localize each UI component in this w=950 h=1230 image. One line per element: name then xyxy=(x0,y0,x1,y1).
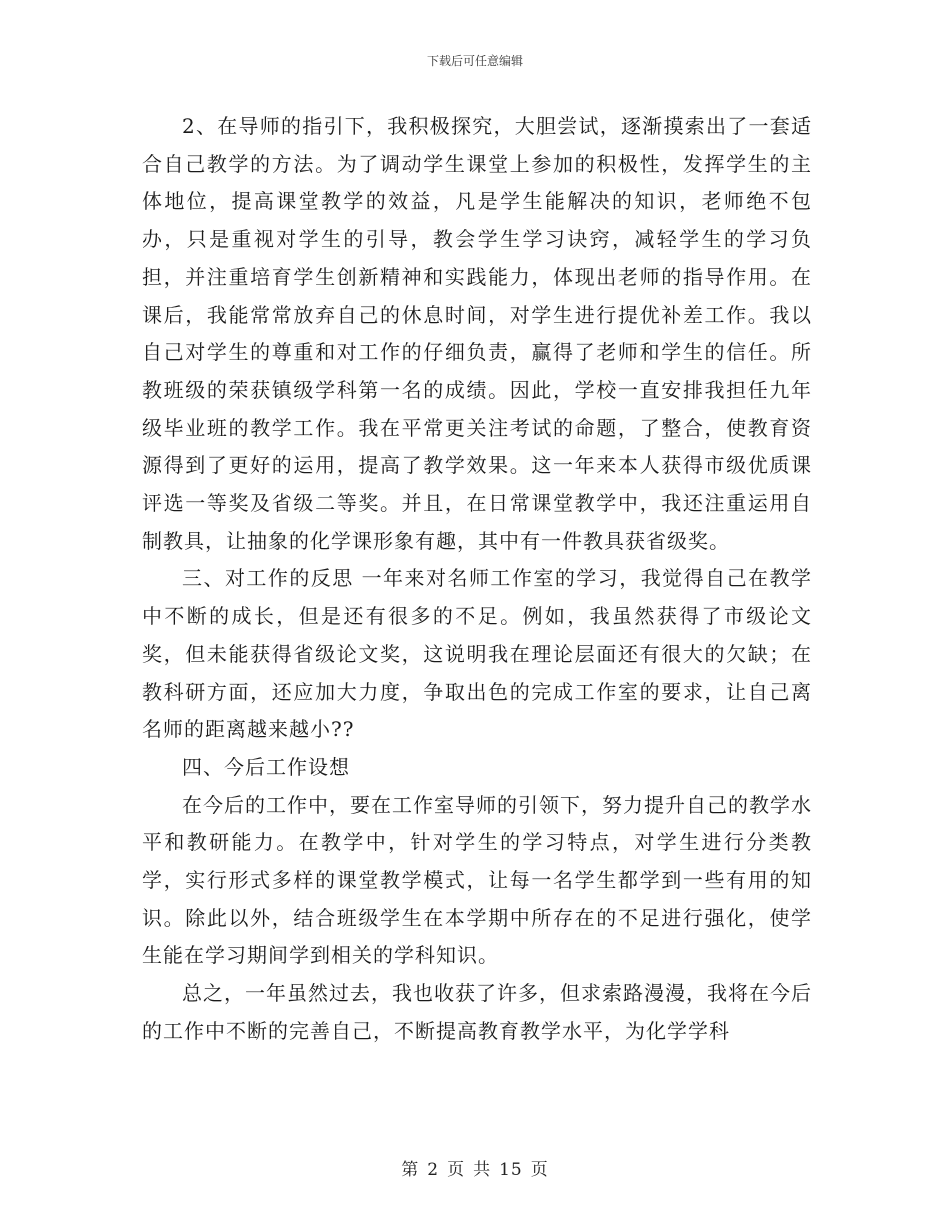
total-pages: 15 xyxy=(499,1160,523,1180)
page-number: 2 xyxy=(427,1160,440,1180)
paragraph-future-plan: 在今后的工作中，要在工作室导师的引领下，努力提升自己的教学水平和教研能力。在教学中，针对学生的学习特点，对学生进行分类教学，实行形式多样的课堂教学模式，让每一名学生都学到一些有用的知识。除此以外，结合班级学生在本学期中所存在的不足进行强化，使学生能在学习期间学到相关的学科知识。 xyxy=(142,792,812,968)
page-label-suffix: 页 xyxy=(530,1160,549,1180)
heading-future-plan: 四、今后工作设想 xyxy=(182,754,350,779)
page-footer xyxy=(0,1155,950,1180)
paragraph-reflection: 三、对工作的反思 一年来对名师工作室的学习，我觉得自己在教学中不断的成长，但是还有很多的不足。例如，我虽然获得了市级论文奖，但未能获得省级论文奖，这说明我在理论层面还有很大的欠缺；在教科研方面，还应加大力度，争取出色的完成工作室的要求，让自己离名师的距离越来越小?? xyxy=(142,566,812,742)
document-body xyxy=(142,108,812,1051)
page-label-prefix: 第 xyxy=(401,1160,420,1180)
page-header: 下载后可任意编辑 xyxy=(426,54,523,68)
paragraph-teaching-method: 2、在导师的指引下，我积极探究，大胆尝试，逐渐摸索出了一套适合自己教学的方法。为了调动学生课堂上参加的积极性，发挥学生的主体地位，提高课堂教学的效益，凡是学生能解决的知识，老师绝不包办，只是重视对学生的引导，教会学生学习诀窍，减轻学生的学习负担，并注重培育学生创新精神和实践能力，体现出老师的指导作用。在课后，我能常常放弃自己的休息时间，对学生进行提优补差工作。我以自己对学生的尊重和对工作的仔细负责，赢得了老师和学生的信任。所教班级的荣获镇级学科第一名的成绩。因此，学校一直安排我担任九年级毕业班的教学工作。我在平常更关注考试的命题，了整合，使教育资源得到了更好的运用，提高了教学效果。这一年来本人获得市级优质课评选一等奖及省级二等奖。并且，在日常课堂教学中，我还注重运用自制教具，让抽象的化学课形象有趣，其中有一件教具获省级奖。 xyxy=(142,114,812,553)
total-label: 共 xyxy=(473,1160,492,1180)
paragraph-conclusion: 总之，一年虽然过去，我也收获了许多，但求索路漫漫，我将在今后的工作中不断的完善自己，不断提高教育教学水平，为化学学科 xyxy=(142,981,812,1043)
page-label-middle: 页 xyxy=(447,1160,466,1180)
